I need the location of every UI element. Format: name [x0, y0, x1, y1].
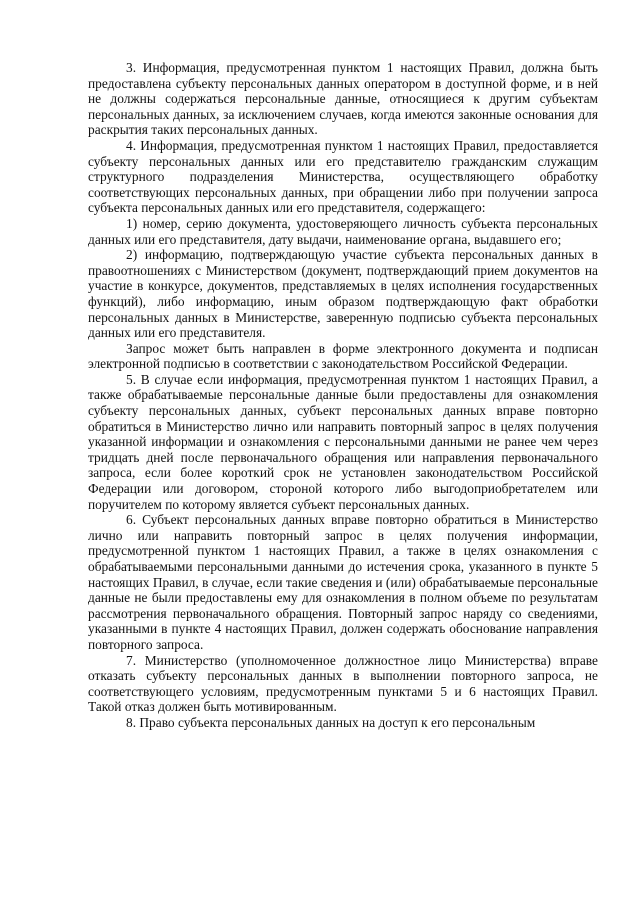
paragraph-4-item-1: 1) номер, серию документа, удостоверяющего личность субъекта персональных данных или его представителя, дату выдачи, наименование органа, выдавшего его;: [88, 215, 598, 247]
paragraph-8: 8. Право субъекта персональных данных на доступ к его персональным: [126, 714, 536, 730]
paragraph-7: 7. Министерство (уполномоченное должностное лицо Министерства) вправе отказать субъекту персональных данных в выполнении повторного запроса, не соответствующего условиям, предусмотренным пунктами 5 и 6 настоящих Правил. Такой отказ должен быть мотивированным.: [88, 652, 598, 715]
paragraph-3: 3. Информация, предусмотренная пунктом 1 настоящих Правил, должна быть предоставлена субъекту персональных данных оператором в доступной форме, и в ней не должны содержаться персональные данные, относящиеся к другим субъектам персональных данных, за исключением случаев, когда имеются законные основания для раскрытия таких персональных данных.: [88, 60, 598, 138]
paragraph-6: 6. Субъект персональных данных вправе повторно обратиться в Министерство лично или направить повторный запрос в целях получения информации, предусмотренной пунктом 1 настоящих Правил, а также в целях ознакомления с обрабатываемыми персональными данными до истечения срока, указанного в пункте 5 настоящих Правил, в случае, если такие сведения и (или) обрабатываемые персональные данные не были предоставлены ему для ознакомления в полном объеме по результатам рассмотрения первоначального обращения. Повторный запрос наряду со сведениями, указанными в пункте 4 настоящих Правил, должен содержать обоснование направления повторного запроса.: [88, 512, 598, 652]
paragraph-5: 5. В случае если информация, предусмотренная пунктом 1 настоящих Правил, а также обрабатываемые персональные данные были предоставлены для ознакомления субъекту персональных данных, субъект персональных данных вправе повторно обратиться в Министерство лично или направить повторный запрос в целях получения указанной информации и ознакомления с персональными данными не ранее чем через тридцать дней после первоначального обращения или направления первоначального запроса, если более короткий срок не установлен законодательством Российской Федерации или договором, стороной которого либо выгодоприобретателем или поручителем по которому является субъект персональных данных.: [88, 371, 598, 512]
paragraph-4: 4. Информация, предусмотренная пунктом 1 настоящих Правил, предоставляется субъекту персональных данных или его представителю гражданским служащим структурного подразделения Министерства, осуществляющего обработку соответствующих персональных данных, при обращении либо при получении запроса субъекта персональных данных или его представителя, содержащего:: [88, 137, 598, 216]
paragraph-electronic-request: Запрос может быть направлен в форме электронного документа и подписан электронной подписью в соответствии с законодательством Российской Федерации.: [88, 340, 598, 372]
document-page: [88, 60, 598, 731]
paragraph-4-item-2: 2) информацию, подтверждающую участие субъекта персональных данных в правоотношениях с Министерством (документ, подтверждающий прием документов на участие в конкурсе, документов, представляемых в целях исполнения государственных функций), либо информацию, иным образом подтверждающую факт обработки персональных данных в Министерстве, заверенную подписью субъекта персональных данных или его представителя.: [88, 247, 598, 341]
